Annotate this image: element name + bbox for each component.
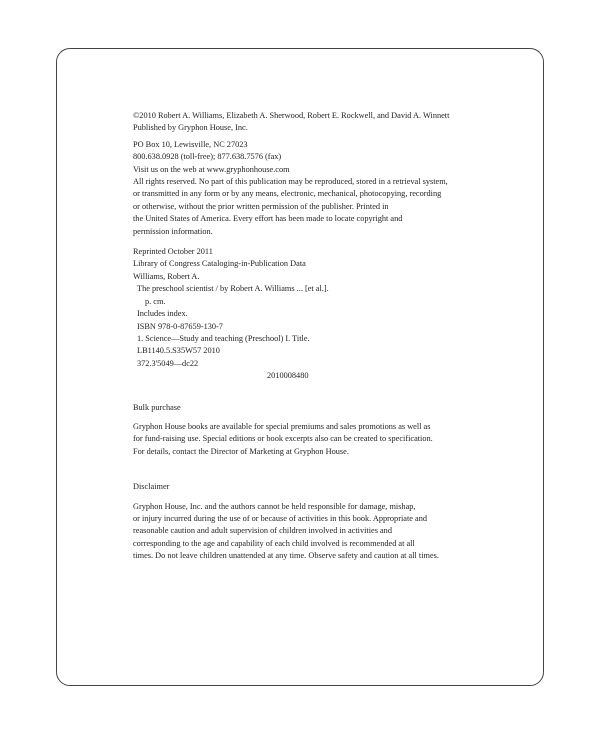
cip-lccn: 2010008480	[267, 371, 309, 381]
disclaimer-line: times. Do not leave children unattended at any time. Observe safety and caution at all times.	[133, 551, 439, 561]
bulk-purchase-heading: Bulk purchase	[133, 402, 181, 412]
publisher-phone: 800.638.0928 (toll-free); 877.638.7576 (fax)	[133, 152, 282, 162]
bulk-purchase-line: for fund-raising use. Special editions or book excerpts also can be created to specification.	[133, 434, 433, 444]
disclaimer-section	[133, 481, 503, 562]
rights-line: the United States of America. Every effort has been made to locate copyright and	[133, 214, 403, 224]
cip-title: The preschool scientist / by Robert A. Williams ... [et al.].	[137, 284, 329, 294]
bulk-purchase-line: For details, contact the Director of Marketing at Gryphon House.	[133, 446, 349, 456]
bulk-purchase-section	[133, 402, 503, 459]
rights-line: or transmitted in any form or by any means, electronic, mechanical, photocopying, recording	[133, 189, 442, 199]
copyright-page-content	[133, 110, 503, 563]
cip-isbn: ISBN 978-0-87659-130-7	[137, 321, 223, 331]
rights-line: All rights reserved. No part of this publication may be reproduced, stored in a retrieval system,	[133, 177, 448, 187]
publisher-line: Published by Gryphon House, Inc.	[133, 123, 248, 133]
disclaimer-line: Gryphon House, Inc. and the authors cannot be held responsible for damage, mishap,	[133, 501, 416, 511]
cip-lc-class: LB1140.5.S35W57 2010	[137, 346, 220, 356]
rights-line: or otherwise, without the prior written permission of the publisher. Printed in	[133, 201, 389, 211]
publisher-website: Visit us on the web at www.gryphonhouse.com	[133, 164, 290, 174]
rights-paragraph	[133, 176, 503, 238]
cip-heading: Library of Congress Cataloging-in-Publication Data	[133, 259, 306, 269]
cip-dewey: 372.3'5049—dc22	[137, 358, 199, 368]
bulk-purchase-line: Gryphon House books are available for special premiums and sales promotions as well as	[133, 421, 431, 431]
disclaimer-line: reasonable caution and adult supervision of children involved in activities and	[133, 526, 392, 536]
disclaimer-line: or injury incurred during the use of or because of activities in this book. Appropriate and	[133, 513, 428, 523]
cip-index: Includes index.	[137, 309, 188, 319]
cip-subject: 1. Science—Study and teaching (Preschool) I. Title.	[137, 333, 310, 343]
disclaimer-heading: Disclaimer	[133, 482, 170, 492]
cip-record	[133, 271, 503, 383]
publisher-address: PO Box 10, Lewisville, NC 27023	[133, 139, 248, 149]
copyright-block	[133, 110, 503, 135]
cip-author: Williams, Robert A.	[133, 271, 200, 281]
reprint-date: Reprinted October 2011	[133, 247, 213, 257]
disclaimer-line: corresponding to the age and capability of each child involved is recommended at all	[133, 538, 415, 548]
rights-line: permission information.	[133, 226, 213, 236]
cip-pages: p. cm.	[145, 296, 166, 306]
copyright-line: ©2010 Robert A. Williams, Elizabeth A. Sherwood, Robert E. Rockwell, and David A. Winnett	[133, 111, 450, 120]
